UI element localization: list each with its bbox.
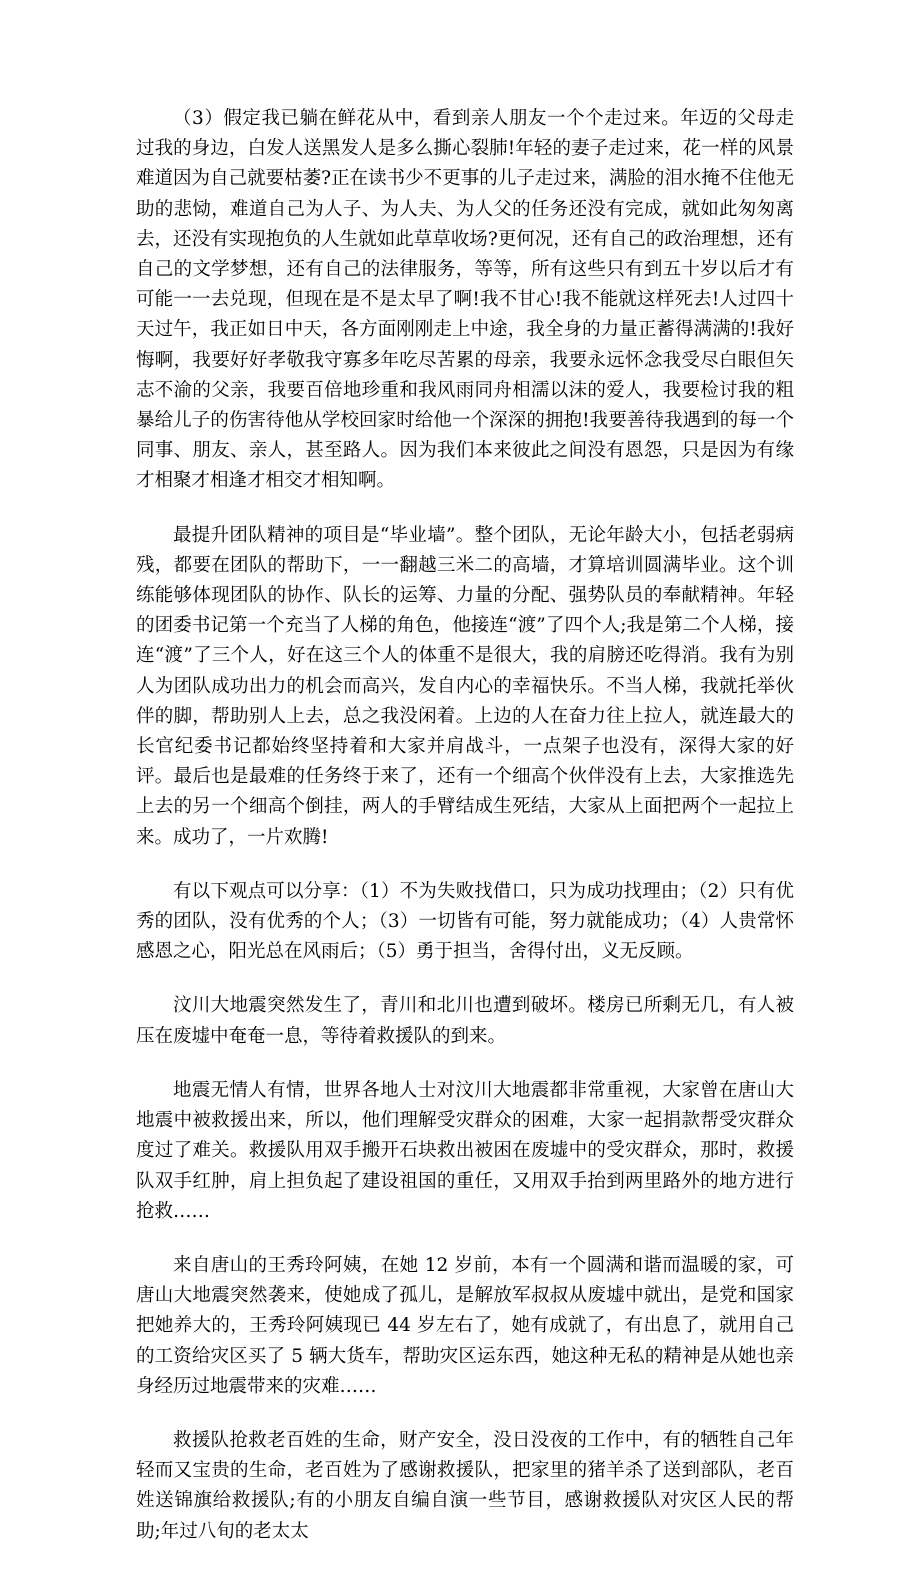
paragraph-fear-of-death: （3）假定我已躺在鲜花从中，看到亲人朋友一个个走过来。年迈的父母走过我的身边，白发人送黑发人是多么撕心裂肺!年轻的妻子走过来，花一样的风景难道因为自己就要枯萎?正在读书少不更事的儿子走过来，满脸的泪水掩不住他无助的悲恸，难道自己为人子、为人夫、为人父的任务还没有完成，就如此匆匆离去，还没有实现抱负的人生就如此草草收场?更何况，还有自己的政治理想，还有自己的文学梦想，还有自己的法律服务，等等，所有这些只有到五十岁以后才有可能一一去兑现，但现在是不是太早了啊!我不甘心!我不能就这样死去!人过四十天过午，我正如日中天，各方面刚刚走上中途，我全身的力量正蓄得满满的!我好悔啊，我要好好孝敬我守寡多年吃尽苦累的母亲，我要永远怀念我受尽白眼但矢志不渝的父亲，我要百倍地珍重和我风雨同舟相濡以沫的爱人，我要检讨我的粗暴给儿子的伤害待他从学校回家时给他一个深深的拥抱!我要善待我遇到的每一个同事、朋友、亲人，甚至路人。因为我们本来彼此之间没有恩怨，只是因为有缘才相聚才相逢才相交才相知啊。 <box>136 108 794 492</box>
paragraph-wang-xiuling: 来自唐山的王秀玲阿姨，在她 12 岁前，本有一个圆满和谐而温暖的家，可唐山大地震突然袭来，使她成了孤儿，是解放军叔叔从废墟中就出，是党和国家把她养大的，王秀玲阿姨现已 44 岁左右了，她有成就了，有出息了，就用自己的工资给灾区买了 5 辆大货车，帮助灾区运东西，她这种无私的精神是从她也亲身经历过地震带来的灾难…… <box>136 1254 794 1397</box>
paragraph-graduation-wall: 最提升团队精神的项目是“毕业墙”。整个团队，无论年龄大小，包括老弱病残，都要在团队的帮助下，一一翻越三米二的高墙，才算培训圆满毕业。这个训练能够体现团队的协作、队长的运筹、力量的分配、强势队员的奉献精神。年轻的团委书记第一个充当了人梯的角色，他接连“渡”了四个人;我是第二个人梯，接连“渡”了三个人，好在这三个人的体重不是很大，我的肩膀还吃得消。我有为别人为团队成功出力的机会而高兴，发自内心的幸福快乐。不当人梯，我就托举伙伴的脚，帮助别人上去，总之我没闲着。上边的人在奋力往上拉人，就连最大的长官纪委书记都始终坚持着和大家并肩战斗，一点架子也没有，深得大家的好评。最后也是最难的任务终于来了，还有一个细高个伙伴没有上去，大家推选先上去的另一个细高个倒挂，两人的手臂结成生死结，大家从上面把两个一起拉上来。成功了，一片欢腾! <box>136 524 794 848</box>
paragraph-earthquake-intro: 汶川大地震突然发生了，青川和北川也遭到破坏。楼房已所剩无几，有人被压在废墟中奄奄一息，等待着救援队的到来。 <box>136 995 794 1047</box>
document-page <box>136 104 794 1571</box>
paragraph-rescue-efforts: 地震无情人有情，世界各地人士对汶川大地震都非常重视，大家曾在唐山大地震中被救援出来，所以，他们理解受灾群众的困难，大家一起捐款帮受灾群众度过了难关。救援队用双手搬开石块救出被困在废墟中的受灾群众，那时，救援队双手红肿，肩上担负起了建设祖国的重任，又用双手抬到两里路外的地方进行抢救…… <box>136 1079 794 1222</box>
paragraph-gratitude: 救援队抢救老百姓的生命，财产安全，没日没夜的工作中，有的牺牲自己年轻而又宝贵的生命，老百姓为了感谢救援队，把家里的猪羊杀了送到部队，老百姓送锦旗给救援队;有的小朋友自编自演一些节目，感谢救援队对灾区人民的帮助;年过八旬的老太太 <box>136 1429 794 1542</box>
paragraph-viewpoints: 有以下观点可以分享：（1）不为失败找借口，只为成功找理由；（2）只有优秀的团队，没有优秀的个人；（3）一切皆有可能，努力就能成功；（4）人贵常怀感恩之心，阳光总在风雨后；（5）勇于担当，舍得付出，义无反顾。 <box>136 880 794 963</box>
